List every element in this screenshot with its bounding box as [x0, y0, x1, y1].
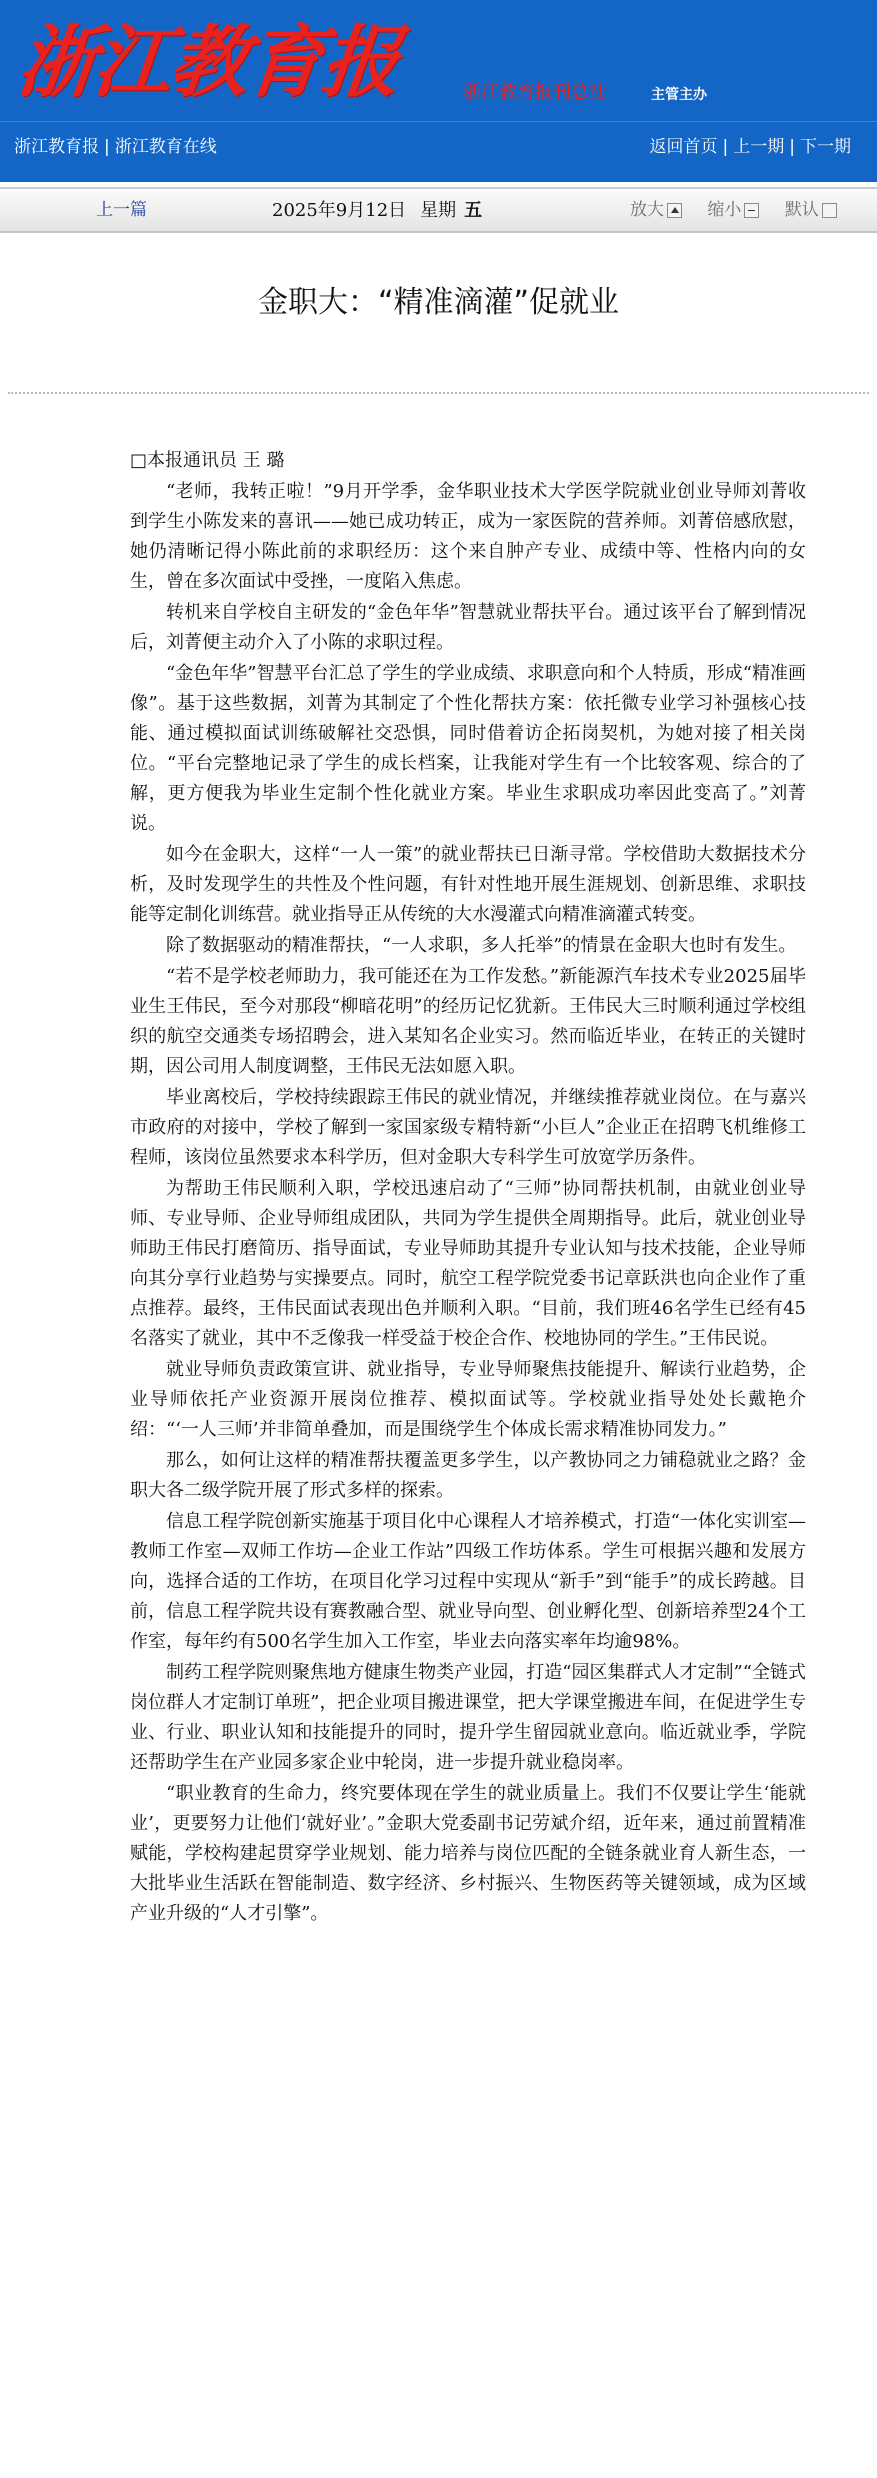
link-zhejiang-education-news[interactable]: 浙江教育报 [14, 137, 99, 157]
top-nav-bar [0, 121, 877, 182]
article-paragraph: 制药工程学院则聚焦地方健康生物类产业园，打造“园区集群式人才定制”“全链式岗位群人才定制订单班”，把企业项目搬进课堂，把大学课堂搬进车间，在促进学生专业、行业、职业认知和技能提升的同时，提升学生留园就业意向。临近就业季，学院还帮助学生在产业园多家企业中轮岗，进一步提升就业稳岗率。 [130, 1662, 806, 1773]
article-paragraph: 信息工程学院创新实施基于项目化中心课程人才培养模式，打造“一体化实训室—教师工作室—双师工作坊—企业工作站”四级工作坊体系。学生可根据兴趣和发展方向，选择合适的工作坊，在项目化学习过程中实现从“新手”到“能手”的成长跨越。目前，信息工程学院共设有赛教融合型、就业导向型、创业孵化型、创新培养型24个工作室，每年约有500名学生加入工作室，毕业去向落实率年均逾98%。 [130, 1511, 806, 1652]
nav-separator: | [789, 137, 795, 157]
article-toolbar [0, 187, 877, 233]
site-links [14, 136, 217, 158]
issue-links [650, 136, 851, 158]
article-paragraph: “老师，我转正啦！”9月开学季，金华职业技术大学医学院就业创业导师刘菁收到学生小陈发来的喜讯——她已成功转正，成为一家医院的营养师。刘菁倍感欣慰，她仍清晰记得小陈此前的求职经历：这个来自肿产专业、成绩中等、性格内向的女生，曾在多次面试中受挫，一度陷入焦虑。 [130, 481, 806, 592]
zoom-default-icon [822, 203, 837, 218]
nav-separator: | [722, 137, 729, 157]
article-byline: □本报通讯员 王 璐 [130, 450, 285, 471]
newspaper-logo: 浙江教育报 [13, 17, 403, 108]
article-paragraph: 转机来自学校自主研发的“金色年华”智慧就业帮扶平台。通过该平台了解到情况后，刘菁便主动介入了小陈的求职过程。 [130, 602, 806, 653]
zoom-in-icon [667, 203, 682, 218]
zoom-default-button[interactable] [785, 199, 837, 221]
article-title: 金职大：“精准滴灌”促就业 [257, 285, 620, 320]
zoom-in-label: 放大 [630, 200, 664, 220]
font-size-controls [630, 199, 837, 221]
zoom-default-label: 默认 [784, 200, 819, 220]
next-issue-link[interactable]: 下一期 [800, 137, 851, 157]
publisher-role: 主管主办 [651, 87, 707, 103]
article-paragraph: 除了数据驱动的精准帮扶，“一人求职，多人托举”的情景在金职大也时有发生。 [166, 935, 797, 956]
title-divider [8, 392, 869, 394]
article-body [130, 446, 806, 1930]
article-paragraph: “职业教育的生命力，终究要体现在学生的就业质量上。我们不仅要让学生‘能就业’，更要努力让他们‘就好业’。”金职大党委副书记劳斌介绍，近年来，通过前置精准赋能，学校构建起贯穿学业规划、能力培养与岗位匹配的全链条就业育人新生态，一大批毕业生活跃在智能制造、数字经济、乡村振兴、生物医药等关键领域，成为区域产业升级的“人才引擎”。 [130, 1783, 806, 1924]
zoom-out-button[interactable] [707, 199, 759, 221]
zoom-in-button[interactable] [630, 199, 682, 221]
issue-date [272, 199, 482, 223]
previous-article-link[interactable]: 上一篇 [96, 200, 147, 220]
weekday-label: 星期 [420, 200, 457, 221]
previous-issue-link[interactable]: 上一期 [733, 137, 785, 157]
article-paragraph: 如今在金职大，这样“一人一策”的就业帮扶已日渐寻常。学校借助大数据技术分析，及时发现学生的共性及个性问题，有针对性地开展生涯规划、创新思维、求职技能等定制化训练营。就业指导正从传统的大水漫灌式向精准滴灌式转变。 [130, 844, 806, 925]
masthead-banner [0, 0, 877, 121]
article-paragraph: “金色年华”智慧平台汇总了学生的学业成绩、求职意向和个人特质，形成“精准画像”。基于这些数据，刘菁为其制定了个性化帮扶方案：依托微专业学习补强核心技能、通过模拟面试训练破解社交恐惧，同时借着访企拓岗契机，为她对接了相关岗位。“平台完整地记录了学生的成长档案，让我能对学生有一个比较客观、综合的了解，更方便我为毕业生定制个性化就业方案。毕业生求职成功率因此变高了。”刘菁说。 [130, 663, 806, 834]
link-zhejiang-education-online[interactable]: 浙江教育在线 [114, 137, 217, 157]
back-home-link[interactable]: 返回首页 [649, 137, 718, 157]
nav-separator: | [104, 137, 110, 157]
weekday-value: 五 [464, 200, 483, 221]
article-paragraph: 那么，如何让这样的精准帮扶覆盖更多学生，以产教协同之力铺稳就业之路？金职大各二级学院开展了形式多样的探索。 [130, 1450, 806, 1501]
article-paragraph: 就业导师负责政策宣讲、就业指导，专业导师聚焦技能提升、解读行业趋势，企业导师依托产业资源开展岗位推荐、模拟面试等。学校就业指导处处长戴艳介绍：“‘一人三师’并非简单叠加，而是围绕学生个体成长需求精准协同发力。” [130, 1359, 806, 1440]
article-paragraph: “若不是学校老师助力，我可能还在为工作发愁。”新能源汽车技术专业2025届毕业生王伟民，至今对那段“柳暗花明”的经历记忆犹新。王伟民大三时顺利通过学校组织的航空交通类专场招聘会，进入某知名企业实习。然而临近毕业，在转正的关键时期，因公司用人制度调整，王伟民无法如愿入职。 [130, 966, 806, 1077]
article-paragraph: 为帮助王伟民顺利入职，学校迅速启动了“三师”协同帮扶机制，由就业创业导师、专业导师、企业导师组成团队，共同为学生提供全周期指导。此后，就业创业导师助王伟民打磨简历、指导面试，专业导师助其提升专业认知与技术技能，企业导师向其分享行业趋势与实操要点。同时，航空工程学院党委书记章跃洪也向企业作了重点推荐。最终，王伟民面试表现出色并顺利入职。“目前，我们班46名学生已经有45名落实了就业，其中不乏像我一样受益于校企合作、校地协同的学生。”王伟民说。 [130, 1178, 806, 1349]
date-text: 2025年9月12日 [272, 200, 407, 221]
article-paragraph: 毕业离校后，学校持续跟踪王伟民的就业情况，并继续推荐就业岗位。在与嘉兴市政府的对接中，学校了解到一家国家级专精特新“小巨人”企业正在招聘飞机维修工程师，该岗位虽然要求本科学历，但对金职大专科学生可放宽学历条件。 [130, 1087, 806, 1168]
zoom-out-label: 缩小 [707, 200, 742, 220]
zoom-out-icon [744, 203, 759, 218]
publisher-name: 浙江教育报刊总社 [463, 82, 607, 103]
